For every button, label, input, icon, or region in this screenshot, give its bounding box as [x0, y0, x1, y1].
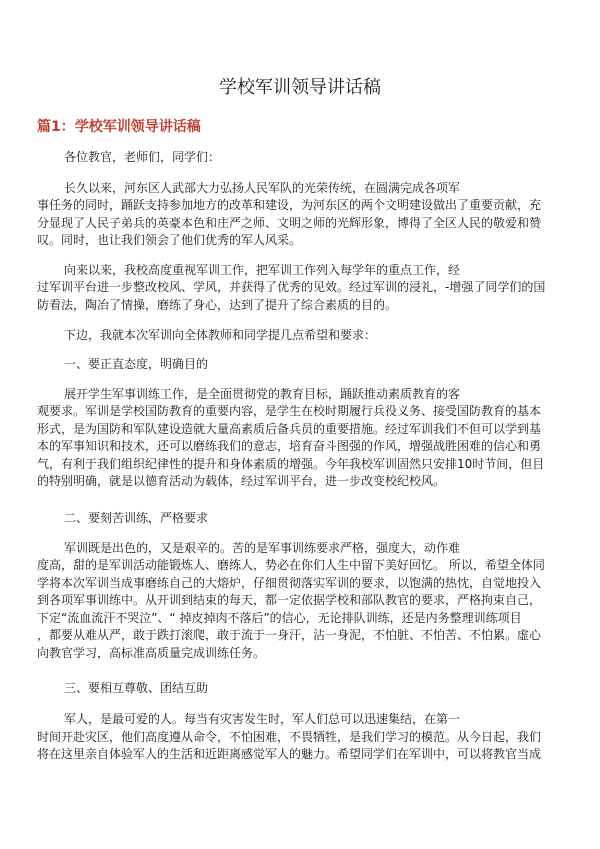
text-line: 展开学生军事训练工作，是全面贯彻党的教育目标，踊跃推动素质教育的客: [64, 387, 461, 401]
text-line: 长久以来，河东区人武部大力弘扬人民军队的光荣传统，在圆满完成各项军: [64, 181, 461, 195]
point-heading: 三、要相互尊敬、团结互助: [64, 681, 209, 695]
greeting-line: 各位教官，老师们，同学们：: [64, 150, 221, 164]
text-line: 过军训平台进一步整改校风、学风，并获得了优秀的见效。经过军训的浸礼，-增强了同学们的国: [37, 280, 546, 294]
text-line: 防看法，陶冶了情操，磨练了身心，达到了提升了综合素质的目的。: [37, 298, 398, 312]
text-line: 学将本次军训当成事磨练自己的大熔炉，仔细贯彻落实军训的要求，以饱满的热忱，自觉地投入: [37, 576, 542, 590]
text-line: 观要求。军训是学校国防教育的重要内容，是学生在校时期履行兵役义务、接受国防教育的基本: [37, 404, 542, 418]
text-line: 事任务的同时，踊跃支持参加地方的改革和建设，为河东区的两个文明建设做出了重要贡献，充: [37, 198, 542, 212]
text-line: ，都要从难从严，敢于跌打滚爬，敢于流于一身汗，沾一身泥，不怕脏、不怕苦、不怕累。虚心: [37, 628, 542, 642]
text-line: 分显现了人民子弟兵的英豪本色和庄严之师、文明之师的光辉形象，博得了全区人民的敬爱和赞: [37, 216, 542, 230]
text-line: 下定“流血流汗不哭泣”、“ 掉皮掉肉不落后”的信心，无论排队训练，还是内务整理训练项目: [37, 611, 522, 625]
section-heading: 篇1：学校军训领导讲话稿: [37, 119, 201, 135]
text-line: 将在这里亲自体验军人的生活和近距离感觉军人的魅力。希望同学们在军训中，可以将教官当成: [37, 747, 542, 761]
text-line: 军训既是出色的，又是艰辛的。苦的是军事训练要求严格，强度大，动作难: [64, 541, 461, 555]
text-line: 气，有利于我们组织纪律性的提升和身体素质的增强。今年我校军训固然只安排10时节间，但目: [37, 457, 545, 471]
text-line: 本的军事知识和技术，还可以磨练我们的意志，培育奋斗图强的作风，增强战胜困难的信心和勇: [37, 439, 542, 453]
text-line: 军人，是最可爱的人。每当有灾害发生时，军人们总可以迅速集结，在第一: [64, 712, 461, 726]
text-line: 叹。同时，也让我们领会了他们优秀的军人风采。: [37, 233, 302, 247]
text-line: 下边，我就本次军训向全体教师和同学提几点希望和要求：: [64, 328, 377, 342]
text-line: 形式，是为国防和军队建设造就大量高素质后备兵员的重要措施。经过军训我们不但可以学到基: [37, 422, 542, 436]
point-heading: 二、要刻苦训练，严格要求: [64, 511, 209, 525]
text-line: 到各项军事训练中。从开训到结束的每天，都一定依据学校和部队教官的要求，严格拘束自己，: [37, 593, 542, 607]
text-line: 的特别明确，就是以德育活动为载体，经过军训平台，进一步改变校纪校风。: [37, 474, 446, 488]
text-line: 时间开赴灾区，他们高度遵从命令，不怕困难，不畏牺牲，是我们学习的模范。从今日起，我们: [37, 730, 542, 744]
text-line: 度高，甜的是军训活动能锻炼人、磨练人，势必在你们人生中留下美好回忆。 所以，希望全体同: [37, 558, 545, 572]
text-line: 向教官学习，高标准高质量完成训练任务。: [37, 646, 266, 660]
point-heading: 一、要正直态度，明确目的: [64, 357, 209, 371]
text-line: 向来以来，我校高度重视军训工作，把军训工作列入每学年的重点工作，经: [64, 263, 461, 277]
document-title: 学校军训领导讲话稿: [219, 77, 381, 98]
